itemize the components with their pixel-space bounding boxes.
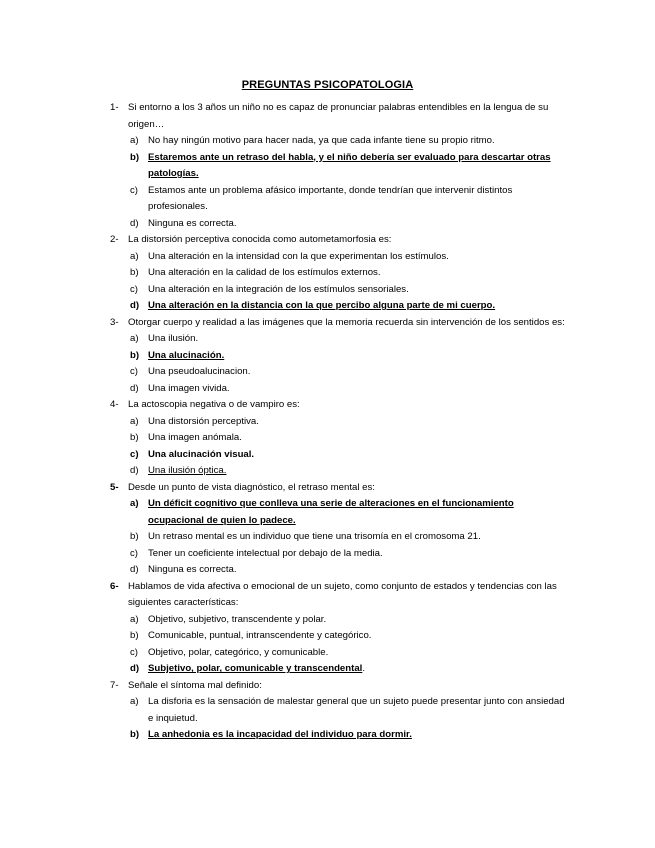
option-4c (0, 447, 655, 464)
option-label: a) (130, 696, 139, 707)
option-label: b) (130, 267, 139, 278)
option-label: c) (130, 448, 139, 460)
question-2 (0, 232, 655, 249)
option-text: Ninguna es correcta. (148, 217, 237, 229)
option-4b (0, 430, 655, 447)
option-label: b) (130, 349, 140, 361)
option-4d (0, 463, 655, 480)
option-1b (0, 150, 655, 183)
option-label: a) (130, 135, 139, 146)
question-number: 7- (110, 679, 119, 691)
question-number: 4- (110, 399, 119, 410)
option-label: c) (130, 184, 138, 196)
option-label: d) (130, 663, 140, 674)
option-1c (0, 183, 655, 216)
question-3 (0, 315, 655, 332)
option-label: d) (130, 564, 139, 575)
option-3c (0, 364, 655, 381)
option-label: b) (130, 151, 140, 163)
option-label: c) (130, 646, 138, 658)
page-title: PREGUNTAS PSICOPATOLOGIA (241, 79, 414, 91)
question-6 (0, 579, 655, 612)
option-text: La disforia es la sensación de malestar general que un sujeto puede presentar junto con ansiedad e inquietud. (148, 696, 565, 724)
option-2c (0, 282, 655, 299)
option-text-correct: Una alteración en la distancia con la que percibo alguna parte de mi cuerpo. (148, 300, 496, 311)
option-2a (0, 249, 655, 266)
option-text: Comunicable, puntual, intranscendente y categórico. (148, 630, 372, 641)
question-text: Hablamos de vida afectiva o emocional de un sujeto, como conjunto de estados y tendencias con las siguientes características: (128, 580, 557, 608)
question-4 (0, 397, 655, 414)
question-1 (0, 100, 655, 133)
option-5c (0, 546, 655, 563)
option-suffix: . (362, 663, 365, 674)
option-text: Tener un coeficiente intelectual por debajo de la media. (148, 547, 383, 559)
option-text: Objetivo, polar, categórico, y comunicable. (148, 646, 329, 658)
option-text-correct: Estaremos ante un retraso del habla, y el niño debería ser evaluado para descartar otras patologías. (148, 151, 551, 179)
option-label: c) (130, 366, 138, 377)
option-text: Una distorsión perceptiva. (148, 415, 259, 427)
option-5a (0, 496, 655, 529)
option-text: No hay ningún motivo para hacer nada, ya que cada infante tiene su propio ritmo. (148, 135, 495, 146)
option-text-correct: La anhedonia es la incapacidad del individuo para dormir. (148, 729, 412, 740)
option-text: Una pseudoalucinacion. (148, 366, 251, 377)
question-text: Señale el síntoma mal definido: (128, 679, 262, 691)
option-2d (0, 298, 655, 315)
option-label: b) (130, 432, 139, 443)
option-3d (0, 381, 655, 398)
question-number: 1- (110, 102, 119, 113)
option-label: c) (130, 283, 138, 295)
option-6d (0, 661, 655, 678)
option-4a (0, 414, 655, 431)
question-text: La distorsión perceptiva conocida como autometamorfosia es: (128, 234, 392, 245)
question-list (0, 100, 655, 744)
option-label: b) (130, 729, 140, 740)
option-text: Objetivo, subjetivo, transcendente y polar. (148, 613, 327, 625)
option-6c (0, 645, 655, 662)
option-label: a) (130, 613, 139, 625)
question-number: 5- (110, 481, 119, 493)
question-7 (0, 678, 655, 695)
option-5d (0, 562, 655, 579)
question-text: Desde un punto de vista diagnóstico, el retraso mental es: (128, 481, 375, 493)
option-label: b) (130, 531, 139, 542)
option-2b (0, 265, 655, 282)
option-label: d) (130, 217, 139, 229)
question-number: 2- (110, 234, 119, 245)
question-text: La actoscopia negativa o de vampiro es: (128, 399, 300, 410)
option-text-correct: Una alucinación visual. (148, 448, 255, 460)
option-text: Una alteración en la integración de los estímulos sensoriales. (148, 283, 409, 295)
option-text: Una ilusión. (148, 333, 199, 344)
option-7a (0, 694, 655, 727)
option-label: d) (130, 300, 140, 311)
option-text: Estamos ante un problema afásico importante, donde tendrían que intervenir distintos profesionales. (148, 184, 513, 212)
option-1a (0, 133, 655, 150)
option-text: Una imagen vivida. (148, 382, 230, 394)
question-number: 6- (110, 580, 119, 592)
option-6a (0, 612, 655, 629)
option-3a (0, 331, 655, 348)
option-label: a) (130, 415, 139, 427)
question-5 (0, 480, 655, 497)
question-text: Si entorno a los 3 años un niño no es capaz de pronunciar palabras entendibles en la lengua de su origen… (128, 102, 549, 130)
option-label: d) (130, 465, 139, 476)
option-text-correct: Una alucinación. (148, 349, 225, 361)
option-7b (0, 727, 655, 744)
option-label: c) (130, 547, 138, 559)
option-6b (0, 628, 655, 645)
option-5b (0, 529, 655, 546)
option-text: Una ilusión óptica. (148, 465, 227, 476)
option-label: a) (130, 250, 139, 262)
option-label: d) (130, 382, 139, 394)
option-label: b) (130, 630, 139, 641)
option-text: Una alteración en la calidad de los estímulos externos. (148, 267, 381, 278)
option-text: Un retraso mental es un individuo que tiene una trisomía en el cromosoma 21. (148, 531, 481, 542)
option-label: a) (130, 333, 139, 344)
option-label: a) (130, 498, 139, 509)
option-3b (0, 348, 655, 365)
question-text: Otorgar cuerpo y realidad a las imágenes que la memoria recuerda sin intervención de los sentidos es: (128, 316, 565, 328)
option-text: Una imagen anómala. (148, 432, 242, 443)
option-text-correct: Un déficit cognitivo que conlleva una serie de alteraciones en el funcionamiento ocupacional de quien lo padece. (148, 498, 514, 526)
option-text: Una alteración en la intensidad con la que experimentan los estímulos. (148, 250, 449, 262)
option-text-correct: Subjetivo, polar, comunicable y transcendental (148, 663, 363, 674)
question-number: 3- (110, 316, 119, 328)
option-1d (0, 216, 655, 233)
option-text: Ninguna es correcta. (148, 564, 237, 575)
